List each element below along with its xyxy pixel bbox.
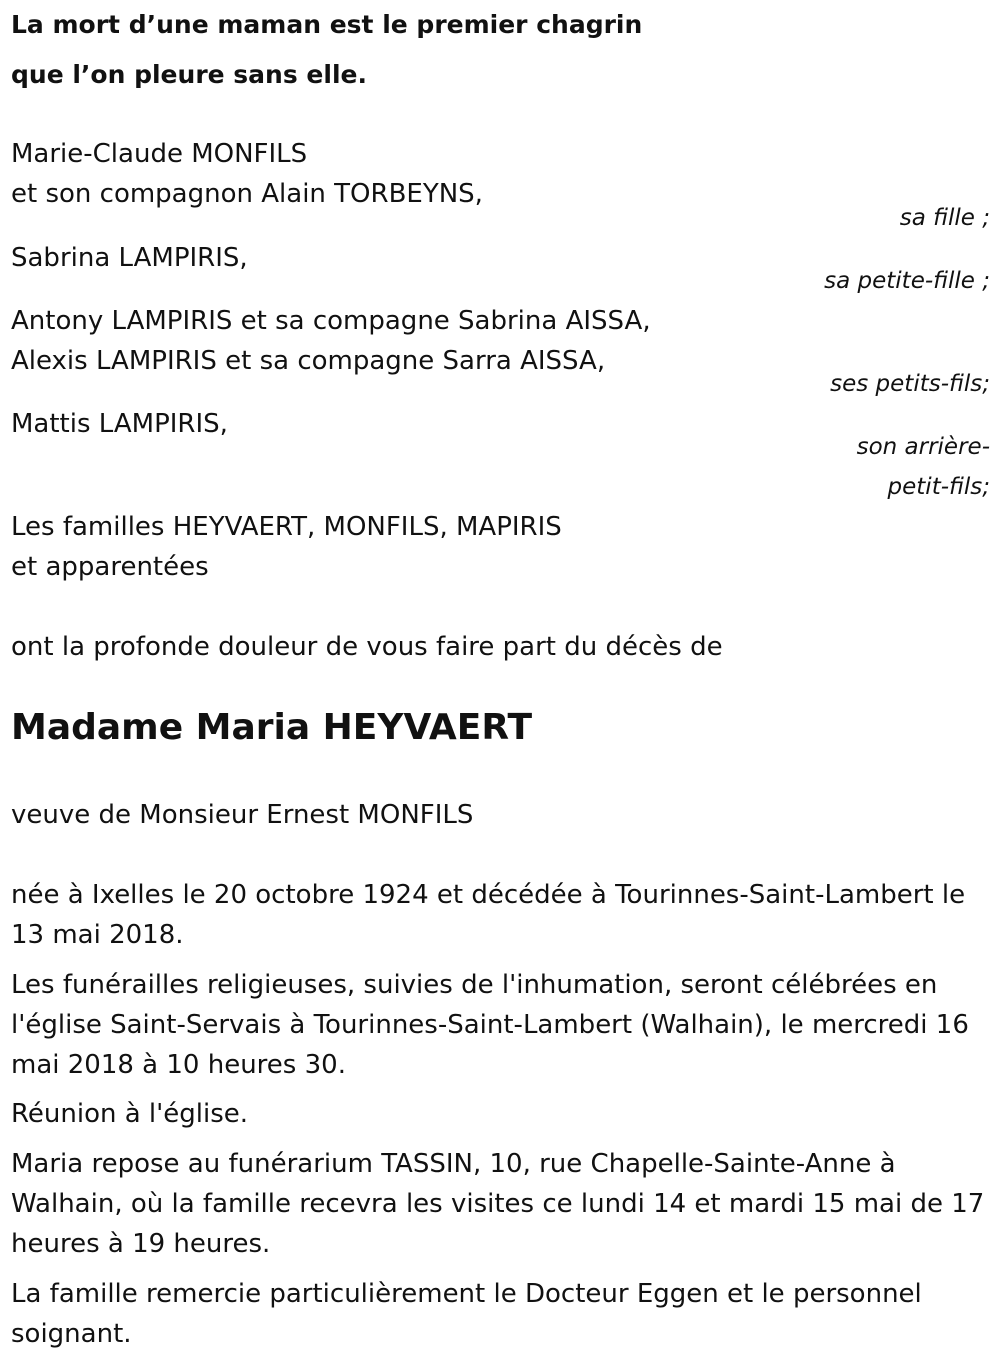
grandson-2: Alexis LAMPIRIS et sa compagne Sarra AISSA,	[11, 346, 606, 376]
funeral-paragraph	[11, 965, 991, 1085]
rest-paragraph	[11, 1144, 991, 1264]
deceased-name: Madame Maria HEYVAERT	[11, 707, 532, 748]
granddaughter-relation: sa petite-fille ;	[824, 268, 990, 294]
great-grandson-relation-1: son arrière-	[856, 434, 990, 460]
funeral-line-3: mai 2018 à 10 heures 30.	[11, 1050, 346, 1080]
granddaughter-name: Sabrina LAMPIRIS,	[11, 243, 248, 273]
meeting-paragraph: Réunion à l'église.	[11, 1099, 249, 1129]
rest-line-3: heures à 19 heures.	[11, 1229, 271, 1259]
great-grandson-name: Mattis LAMPIRIS,	[11, 409, 228, 439]
quote-line-2: que l’on pleure sans elle.	[11, 60, 367, 89]
rest-line-1: Maria repose au funérarium TASSIN, 10, rue Chapelle-Sainte-Anne à	[11, 1149, 896, 1179]
funeral-line-2: l'église Saint-Servais à Tourinnes-Saint-Lambert (Walhain), le mercredi 16	[11, 1010, 969, 1040]
birth-death-paragraph	[11, 875, 991, 955]
thanks-line-2: soignant.	[11, 1319, 132, 1349]
announcement: ont la profonde douleur de vous faire part du décès de	[11, 632, 723, 662]
widow-of: veuve de Monsieur Ernest MONFILS	[11, 800, 474, 830]
daughter-partner: et son compagnon Alain TORBEYNS,	[11, 179, 483, 209]
families-line-1: Les familles HEYVAERT, MONFILS, MAPIRIS	[11, 512, 562, 542]
grandson-1: Antony LAMPIRIS et sa compagne Sabrina AISSA,	[11, 306, 651, 336]
rest-line-2: Walhain, où la famille recevra les visites ce lundi 14 et mardi 15 mai de 17	[11, 1189, 985, 1219]
funeral-line-1: Les funérailles religieuses, suivies de l'inhumation, seront célébrées en	[11, 970, 938, 1000]
birth-death-line-2: 13 mai 2018.	[11, 920, 184, 950]
birth-death-line-1: née à Ixelles le 20 octobre 1924 et décédée à Tourinnes-Saint-Lambert le	[11, 880, 966, 910]
daughter-relation: sa fille ;	[899, 205, 990, 231]
quote-line-1: La mort d’une maman est le premier chagrin	[11, 10, 643, 39]
daughter-name: Marie-Claude MONFILS	[11, 139, 308, 169]
great-grandson-relation-2: petit-fils;	[887, 474, 990, 500]
thanks-paragraph	[11, 1274, 991, 1354]
thanks-line-1: La famille remercie particulièrement le Docteur Eggen et le personnel	[11, 1279, 922, 1309]
families-line-2: et apparentées	[11, 552, 209, 582]
grandsons-relation: ses petits-fils;	[830, 371, 990, 397]
